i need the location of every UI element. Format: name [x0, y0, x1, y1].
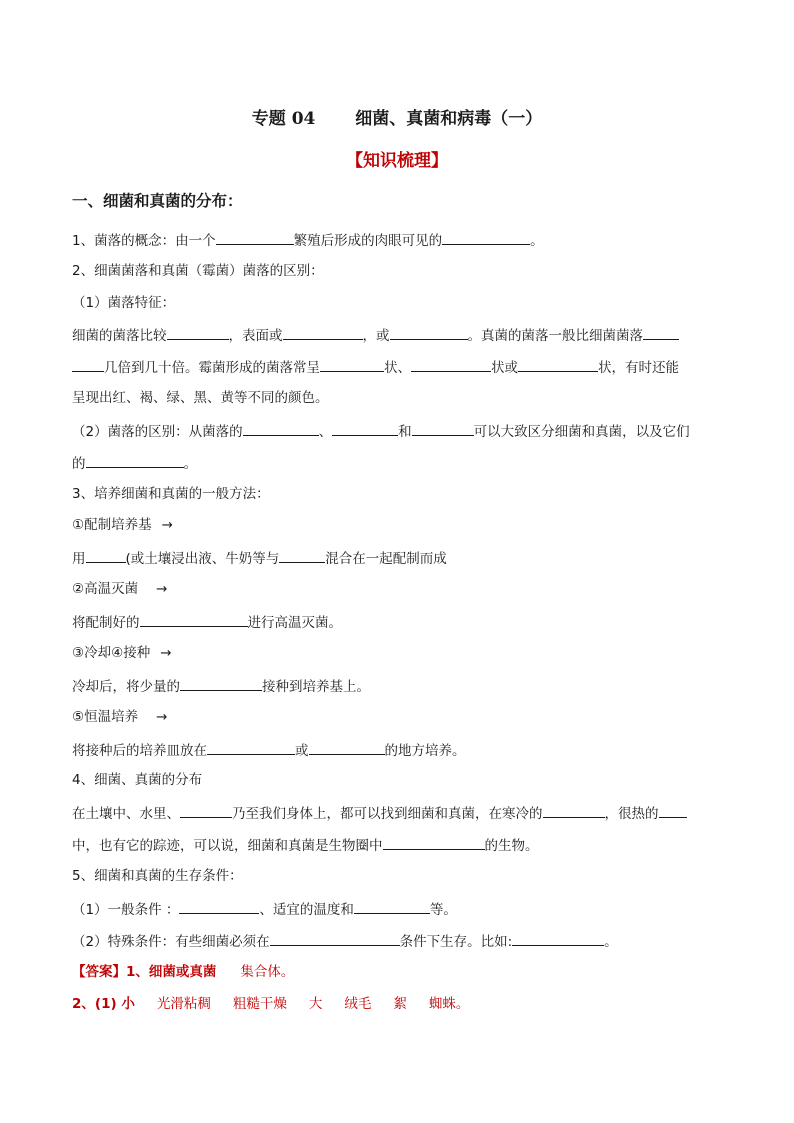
section-heading: 一、细菌和真菌的分布：	[72, 191, 243, 210]
question-line: 3、培养细菌和真菌的一般方法：	[72, 486, 270, 502]
page-title	[0, 104, 794, 129]
arrow-right-icon: →	[156, 709, 168, 725]
question-line: （1）一般条件 ： 、适宜的温度和 等。	[72, 899, 457, 919]
answer-key-line: 【答案】1、细菌或真菌 集合体。	[72, 964, 295, 980]
answer-blank[interactable]	[309, 740, 385, 755]
procedure-step: ①配制培养基 →	[72, 517, 173, 533]
answer-blank[interactable]	[167, 325, 229, 340]
answer-blank[interactable]	[140, 612, 248, 627]
answer-blank[interactable]	[283, 325, 363, 340]
answer-blank[interactable]	[320, 357, 384, 372]
answer-key-label: 【答案】	[72, 964, 126, 980]
answer-blank[interactable]	[86, 453, 184, 468]
answer-blank[interactable]	[412, 421, 474, 436]
arrow-right-icon: →	[156, 581, 168, 597]
answer-blank[interactable]	[442, 230, 530, 245]
question-line: 4、细菌、真菌的分布	[72, 772, 203, 788]
question-line: 在土壤中、水里、 乃至我们身体上，都可以找到细菌和真菌，在寒冷的 ，很热的	[72, 803, 687, 823]
answer-blank[interactable]	[180, 676, 262, 691]
procedure-step: ⑤恒温培养 →	[72, 709, 168, 725]
title-topic-number: 专题 04	[251, 109, 316, 129]
answer-blank[interactable]	[383, 835, 485, 850]
question-line: （2）特殊条件：有些细菌必须在 条件下生存。比如: 。	[72, 931, 618, 951]
procedure-step: ②高温灭菌 →	[72, 581, 168, 597]
procedure-step: ③冷却④接种 →	[72, 645, 172, 661]
question-line: 呈现出红、褐、绿、黑、黄等不同的颜色。	[72, 390, 329, 406]
question-line: 冷却后，将少量的 接种到培养基上。	[72, 676, 370, 696]
question-line: 将接种后的培养皿放在 或 的地方培养。	[72, 740, 466, 760]
question-line: 细菌的菌落比较 ，表面或 ，或 。真菌的菌落一般比细菌菌落	[72, 325, 679, 345]
answer-blank[interactable]	[243, 421, 319, 436]
question-line: （2）菌落的区别：从菌落的 、 和 可以大致区分细菌和真菌，以及它们	[72, 421, 690, 441]
answer-blank[interactable]	[180, 803, 232, 818]
question-line: （1）菌落特征：	[72, 295, 176, 311]
question-line: 2、细菌菌落和真菌（霉菌）菌落的区别：	[72, 263, 324, 279]
answer-blank[interactable]	[354, 899, 430, 914]
answer-blank[interactable]	[390, 325, 468, 340]
section-subtitle: 【知识梳理】	[346, 151, 448, 171]
question-line: 几倍到几十倍。霉菌形成的菌落常呈 状、 状或 状，有时还能	[72, 357, 679, 377]
answer-blank[interactable]	[518, 357, 598, 372]
answer-blank[interactable]	[270, 931, 400, 946]
answer-blank[interactable]	[72, 357, 104, 372]
question-line: 将配制好的 进行高温灭菌。	[72, 612, 342, 632]
answer-blank[interactable]	[643, 325, 679, 340]
arrow-right-icon: →	[161, 517, 173, 533]
question-line: 中，也有它的踪迹，可以说，细菌和真菌是生物圈中 的生物。	[72, 835, 539, 855]
question-line: 的 。	[72, 453, 197, 473]
answer-blank[interactable]	[86, 548, 126, 563]
answer-blank[interactable]	[411, 357, 491, 372]
question-line: 用 (或土壤浸出液、牛奶等与 混合在一起配制而成	[72, 548, 447, 568]
answer-blank[interactable]	[543, 803, 605, 818]
answer-blank[interactable]	[216, 230, 294, 245]
answer-blank[interactable]	[332, 421, 398, 436]
title-topic-name: 细菌、真菌和病毒（一）	[355, 109, 543, 129]
answer-blank[interactable]	[207, 740, 295, 755]
answer-blank[interactable]	[279, 548, 325, 563]
question-line: 1、菌落的概念：由一个 繁殖后形成的肉眼可见的 。	[72, 230, 544, 250]
arrow-right-icon: →	[160, 645, 172, 661]
question-line: 5、细菌和真菌的生存条件：	[72, 868, 243, 884]
answer-key-line: 2、(1) 小 光滑粘稠 粗糙干燥 大 绒毛 絮 蜘蛛。	[72, 996, 470, 1012]
answer-blank[interactable]	[659, 803, 687, 818]
answer-blank[interactable]	[179, 899, 259, 914]
answer-blank[interactable]	[512, 931, 604, 946]
